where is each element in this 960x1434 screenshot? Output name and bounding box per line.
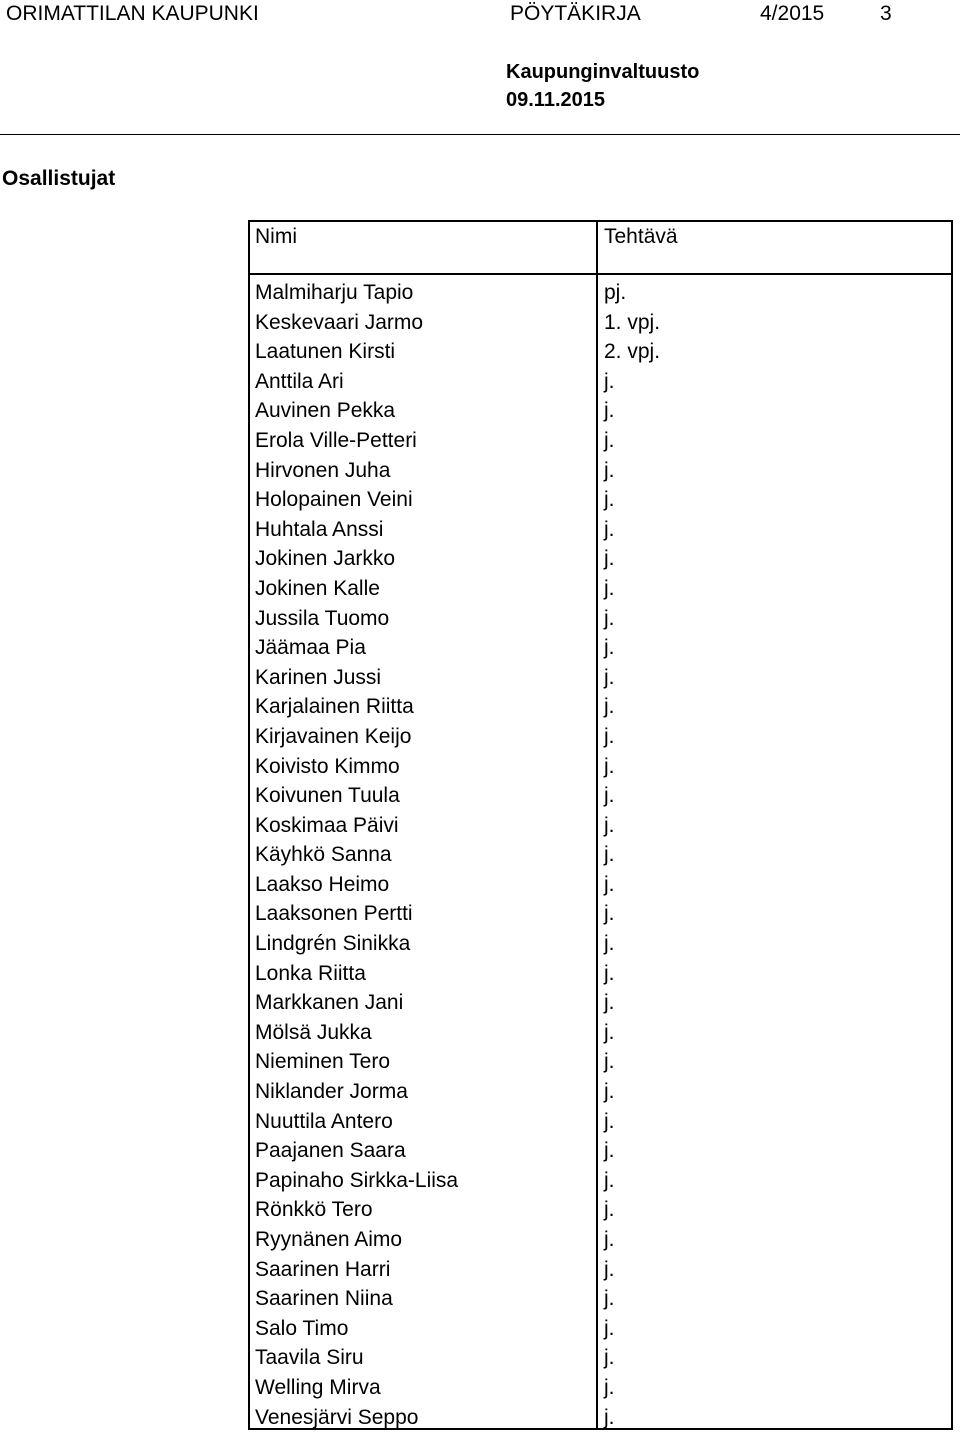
participant-name: Taavila Siru [255, 1346, 364, 1370]
table-row [250, 278, 951, 308]
participant-role: 1. vpj. [604, 310, 661, 334]
participant-role: j. [604, 1050, 615, 1074]
participant-role: j. [604, 843, 615, 867]
participant-name: Welling Mirva [255, 1375, 381, 1399]
table-row [250, 1195, 951, 1225]
participant-role: j. [604, 1228, 615, 1251]
table-row [250, 1136, 951, 1166]
participant-name: Mölsä Jukka [255, 1020, 372, 1044]
participant-role: j. [604, 754, 615, 778]
participant-name: Auvinen Pekka [255, 399, 396, 423]
participant-role: j. [604, 1316, 615, 1340]
table-row [250, 337, 951, 367]
table-row [250, 929, 951, 959]
participant-name: Nieminen Tero [255, 1050, 391, 1074]
table-row [250, 1403, 951, 1433]
table-row [250, 604, 951, 634]
participant-name: Karjalainen Riitta [255, 695, 414, 719]
participant-name: Markkanen Jani [255, 991, 404, 1015]
participant-role: j. [604, 1287, 615, 1311]
participant-name: Saarinen Harri [255, 1257, 391, 1281]
table-row [250, 1314, 951, 1344]
participant-name: Anttila Ari [255, 369, 344, 393]
table-row [250, 663, 951, 693]
participant-role: j. [604, 1168, 615, 1192]
table-row [250, 870, 951, 900]
participant-role: j. [604, 1405, 615, 1429]
participant-name: Jäämaa Pia [255, 636, 366, 660]
participant-name: Karinen Jussi [255, 665, 382, 689]
header-divider [0, 134, 960, 135]
participant-name: Koivisto Kimmo [255, 754, 400, 778]
participant-name: Koivunen Tuula [255, 784, 400, 808]
column-header-role: Tehtävä [604, 225, 678, 248]
participant-rows [250, 278, 951, 1432]
participant-role: j. [604, 1346, 615, 1370]
participant-name: Niklander Jorma [255, 1080, 408, 1104]
table-row [250, 396, 951, 426]
participant-role: j. [604, 606, 615, 630]
participant-role: j. [604, 813, 615, 837]
participant-name: Jussila Tuomo [255, 606, 390, 630]
participant-role: j. [604, 369, 615, 393]
participant-role: j. [604, 784, 615, 808]
participant-name: Ryynänen Aimo [255, 1228, 403, 1251]
participant-name: Käyhkö Sanna [255, 843, 392, 867]
participant-role: pj. [604, 281, 627, 304]
participant-name: Venesjärvi Seppo [255, 1405, 419, 1429]
participant-name: Koskimaa Päivi [255, 813, 399, 837]
participant-name: Paajanen Saara [255, 1139, 406, 1163]
table-row [250, 1255, 951, 1285]
table-row [250, 1225, 951, 1255]
participant-name: Lindgrén Sinikka [255, 932, 411, 956]
participant-name: Nuuttila Antero [255, 1109, 393, 1133]
table-row [250, 485, 951, 515]
participant-name: Malmiharju Tapio [255, 281, 414, 304]
participant-name: Laatunen Kirsti [255, 340, 396, 364]
table-row [250, 1047, 951, 1077]
participant-role: j. [604, 872, 615, 896]
participant-name: Hirvonen Juha [255, 458, 391, 482]
participant-role: j. [604, 458, 615, 482]
participant-role: j. [604, 1375, 615, 1399]
participant-role: j. [604, 1139, 615, 1163]
section-title: Osallistujat [2, 167, 116, 190]
table-row [250, 1373, 951, 1403]
table-row [250, 899, 951, 929]
table-row [250, 722, 951, 752]
table-row [250, 515, 951, 545]
table-row [250, 692, 951, 722]
participant-role: j. [604, 636, 615, 660]
participant-role: j. [604, 1109, 615, 1133]
participant-name: Huhtala Anssi [255, 517, 384, 541]
table-row [250, 456, 951, 486]
header-row-divider [250, 273, 951, 275]
participant-role: j. [604, 902, 615, 926]
participant-name: Erola Ville-Petteri [255, 428, 417, 452]
table-row [250, 1166, 951, 1196]
participant-name: Jokinen Kalle [255, 576, 380, 600]
participant-role: j. [604, 665, 615, 689]
table-row [250, 959, 951, 989]
page-number: 3 [880, 2, 892, 25]
table-row [250, 781, 951, 811]
participant-role: j. [604, 547, 615, 571]
table-row [250, 426, 951, 456]
participant-role: j. [604, 428, 615, 452]
participant-name: Laakso Heimo [255, 872, 390, 896]
table-row [250, 308, 951, 338]
meeting-date: 09.11.2015 [506, 89, 605, 111]
participant-role: j. [604, 1020, 615, 1044]
document-number: 4/2015 [760, 2, 825, 25]
participant-name: Rönkkö Tero [255, 1198, 373, 1222]
participant-name: Salo Timo [255, 1316, 349, 1340]
organization-name: ORIMATTILAN KAUPUNKI [6, 2, 259, 25]
table-row [250, 1077, 951, 1107]
participant-role: j. [604, 1257, 615, 1281]
table-row [250, 811, 951, 841]
participant-role: j. [604, 399, 615, 423]
participant-name: Kirjavainen Keijo [255, 724, 412, 748]
table-row [250, 1107, 951, 1137]
participant-role: j. [604, 724, 615, 748]
participant-role: j. [604, 991, 615, 1015]
table-row [250, 633, 951, 663]
participant-name: Papinaho Sirkka-Liisa [255, 1168, 459, 1192]
participant-name: Holopainen Veini [255, 488, 413, 512]
participant-name: Laaksonen Pertti [255, 902, 413, 926]
document-type: PÖYTÄKIRJA [510, 2, 641, 25]
table-row [250, 1018, 951, 1048]
participant-role: j. [604, 932, 615, 956]
column-header-name: Nimi [255, 225, 297, 248]
participant-role: j. [604, 576, 615, 600]
table-row [250, 1343, 951, 1373]
participant-role: j. [604, 1080, 615, 1104]
participant-role: 2. vpj. [604, 340, 661, 364]
table-row [250, 367, 951, 397]
participant-name: Saarinen Niina [255, 1287, 393, 1311]
table-row [250, 840, 951, 870]
participant-name: Jokinen Jarkko [255, 547, 396, 571]
table-row [250, 574, 951, 604]
table-row [250, 544, 951, 574]
participant-name: Lonka Riitta [255, 961, 366, 985]
participant-role: j. [604, 695, 615, 719]
participant-role: j. [604, 1198, 615, 1222]
participants-table [248, 220, 953, 1430]
table-row [250, 988, 951, 1018]
participant-name: Keskevaari Jarmo [255, 310, 424, 334]
participant-role: j. [604, 488, 615, 512]
governing-body: Kaupunginvaltuusto [506, 61, 700, 83]
participant-role: j. [604, 961, 615, 985]
participant-role: j. [604, 517, 615, 541]
table-row [250, 752, 951, 782]
table-row [250, 1284, 951, 1314]
